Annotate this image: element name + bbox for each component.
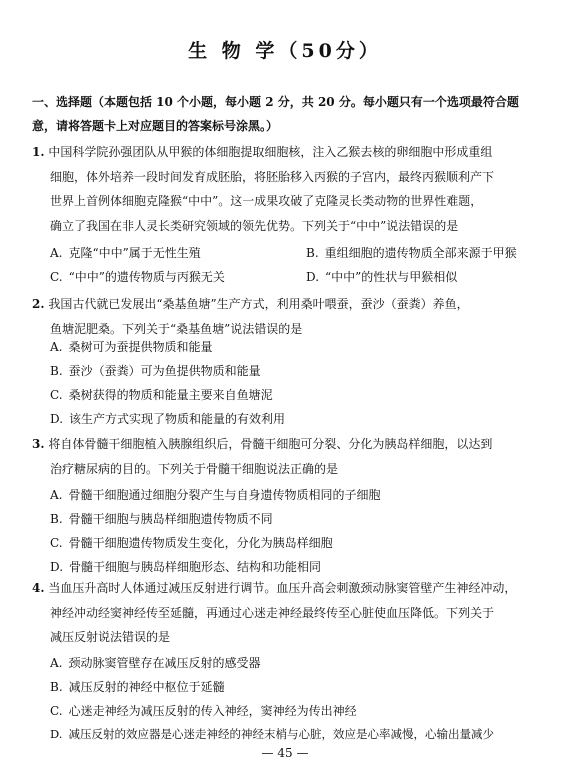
option-a: [50, 244, 201, 261]
question-stem-line: 鱼塘泥肥桑。下列关于“桑基鱼塘”说法错误的是: [50, 321, 303, 336]
option-label: C.: [50, 536, 63, 550]
question-stem-text: 当血压升高时人体通过减压反射进行调节。血压升高会刺激颈动脉窦管壁产生神经冲动，: [48, 581, 517, 595]
question-stem-text: 将自体骨髓干细胞植入胰腺组织后，骨髓干细胞可分裂、分化为胰岛样细胞，以达到: [48, 437, 493, 451]
option-c: [50, 702, 357, 719]
option-label: A.: [50, 656, 63, 670]
option-b: [50, 678, 225, 695]
question-number: 2.: [32, 297, 45, 311]
option-text: 骨髓干细胞与胰岛样细胞形态、结构和功能相同: [69, 560, 322, 574]
option-b: [50, 362, 261, 379]
question-4: [32, 576, 547, 650]
question-1: [32, 140, 547, 238]
option-text: 桑树获得的物质和能量主要来自鱼塘泥: [68, 388, 273, 402]
question-number: 1.: [32, 145, 45, 159]
question-2: [32, 292, 547, 341]
question-stem-line: 细胞，体外培养一段时间发育成胚胎，将胚胎移入丙猴的子宫内，最终丙猴顺利产下: [50, 169, 495, 184]
option-b: [306, 244, 517, 261]
option-label: C.: [50, 270, 63, 284]
option-label: D.: [50, 727, 63, 741]
option-text: 桑树可为蚕提供物质和能量: [68, 340, 213, 354]
option-text: “中中”的遗传物质与丙猴无关: [68, 270, 225, 284]
page-number: — 45 —: [261, 746, 309, 760]
option-c: [50, 268, 225, 285]
option-d: [50, 726, 494, 742]
option-label: A.: [50, 488, 63, 502]
option-label: C.: [50, 388, 63, 402]
question-stem-line: 神经冲动经窦神经传至延髓，再通过心迷走神经最终传至心脏使血压降低。下列关于: [50, 605, 495, 620]
option-label: B.: [50, 512, 63, 526]
question-stem-line: [32, 576, 547, 601]
option-text: 颈动脉窦管壁存在减压反射的感受器: [68, 656, 261, 670]
option-c: [50, 386, 273, 403]
option-label: D.: [306, 270, 320, 284]
question-stem-text: 我国古代就已发展出“桑基鱼塘”生产方式，利用桑叶喂蚕，蚕沙（蚕粪）养鱼，: [48, 297, 469, 311]
option-label: B.: [50, 680, 63, 694]
option-c: [50, 534, 333, 551]
option-a: [50, 338, 213, 355]
option-label: B.: [306, 246, 319, 260]
option-label: C.: [50, 704, 63, 718]
option-a: [50, 654, 261, 671]
option-d: [50, 410, 285, 427]
option-text: “中中”的性状与甲猴相似: [325, 270, 458, 284]
question-number: 4.: [32, 581, 45, 595]
option-a: [50, 486, 381, 503]
option-d: [306, 268, 457, 285]
option-text: 减压反射的效应器是心迷走神经的神经末梢与心脏，效应是心率减慢，心输出量减少: [68, 727, 494, 741]
option-label: D.: [50, 412, 64, 426]
question-stem-line: 世界上首例体细胞克隆猴“中中”。这一成果攻破了克隆灵长类动物的世界性难题，: [50, 194, 483, 208]
option-label: D.: [50, 560, 64, 574]
option-text: 骨髓干细胞通过细胞分裂产生与自身遗传物质相同的子细胞: [68, 488, 381, 502]
question-stem-line: [32, 432, 547, 457]
question-stem-line: [32, 292, 547, 317]
section-heading-line: 一、选择题（本题包括 10 个小题，每小题 2 分，共 20 分。每小题只有一个选项最符合题: [32, 95, 519, 109]
option-text: 骨髓干细胞遗传物质发生变化，分化为胰岛样细胞: [68, 536, 333, 550]
option-text: 心迷走神经为减压反射的传入神经，窦神经为传出神经: [68, 704, 357, 718]
option-text: 骨髓干细胞与胰岛样细胞遗传物质不同: [68, 512, 273, 526]
option-b: [50, 510, 273, 527]
question-3: [32, 432, 547, 481]
section-heading: [32, 90, 547, 138]
option-text: 蚕沙（蚕粪）可为鱼提供物质和能量: [68, 364, 261, 378]
option-text: 减压反射的神经中枢位于延髓: [68, 680, 225, 694]
option-text: 该生产方式实现了物质和能量的有效利用: [69, 412, 286, 426]
question-stem-line: [32, 140, 547, 165]
option-text: 克隆“中中”属于无性生殖: [68, 246, 201, 260]
option-d: [50, 558, 321, 575]
option-label: A.: [50, 340, 63, 354]
option-label: A.: [50, 246, 63, 260]
question-stem-line: 减压反射说法错误的是: [50, 630, 171, 644]
section-heading-line: 意，请将答题卡上对应题目的答案标号涂黑。）: [32, 119, 279, 133]
question-stem-line: 治疗糖尿病的目的。下列关于骨髓干细胞说法正确的是: [50, 461, 339, 476]
question-number: 3.: [32, 437, 45, 451]
page-title: 生 物 学（50分）: [188, 40, 382, 62]
option-text: 重组细胞的遗传物质全部来源于甲猴: [324, 246, 517, 260]
option-label: B.: [50, 364, 63, 378]
question-stem-line: 确立了我国在非人灵长类研究领域的领先优势。下列关于“中中”说法错误的是: [50, 218, 459, 233]
question-stem-text: 中国科学院孙强团队从甲猴的体细胞提取细胞核，注入乙猴去核的卵细胞中形成重组: [48, 145, 493, 159]
